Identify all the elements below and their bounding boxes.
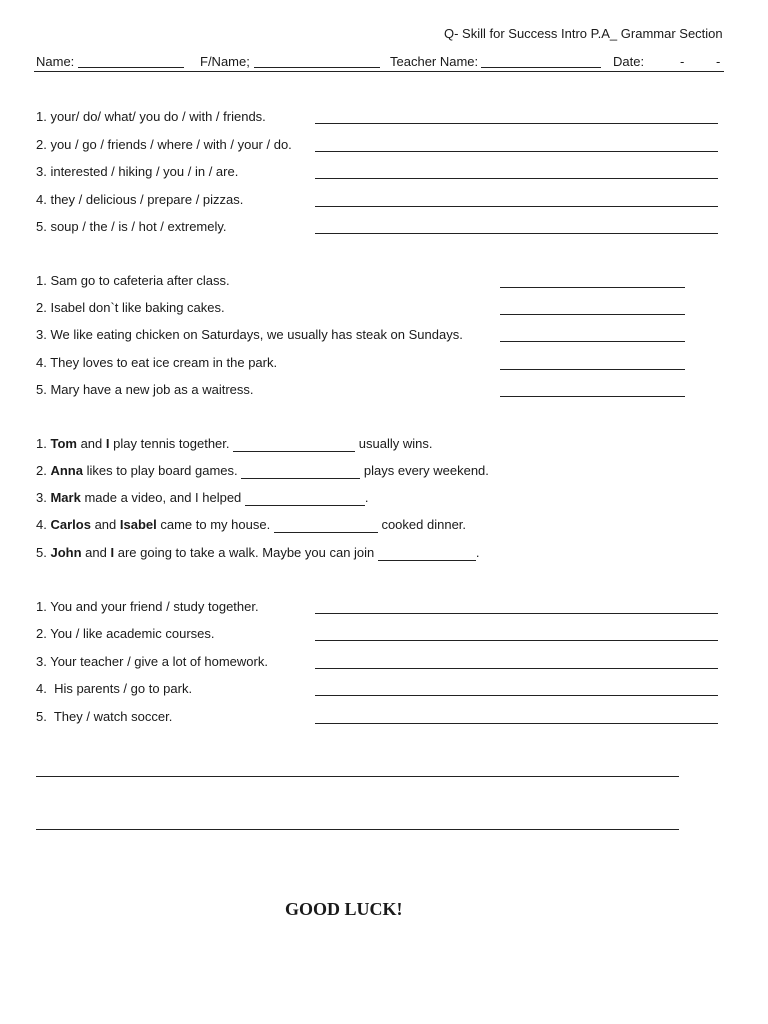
writing-line[interactable] [36,829,679,830]
answer-line[interactable] [315,151,718,152]
list-item: 1. your/ do/ what/ you do / with / friends. [36,109,266,124]
answer-blank[interactable] [233,439,355,452]
list-item: 3. interested / hiking / you / in / are. [36,164,239,179]
teacher-name-field[interactable] [481,67,601,68]
answer-line[interactable] [315,178,718,179]
date-separator: - [716,54,721,69]
answer-line[interactable] [500,314,685,315]
list-item: 1. You and your friend / study together. [36,599,259,614]
list-item: 5. soup / the / is / hot / extremely. [36,219,227,234]
answer-line[interactable] [315,640,718,641]
answer-line[interactable] [500,287,685,288]
answer-line[interactable] [315,206,718,207]
fname-field[interactable] [254,67,380,68]
answer-blank[interactable] [378,548,476,561]
name-label: Name: [36,54,75,69]
answer-line[interactable] [315,123,718,124]
fname-label: F/Name; [200,54,250,69]
list-item: 2. You / like academic courses. [36,626,215,641]
date-label: Date: [613,54,645,69]
answer-line[interactable] [500,396,685,397]
answer-line[interactable] [315,723,718,724]
list-item: 1. Sam go to cafeteria after class. [36,273,230,288]
worksheet-title: Q- Skill for Success Intro P.A_ Grammar Section [444,26,723,41]
answer-blank[interactable] [245,493,365,506]
name-field[interactable] [78,67,184,68]
list-item: 2. you / go / friends / where / with / your / do. [36,137,292,152]
answer-line[interactable] [315,613,718,614]
answer-line[interactable] [315,233,718,234]
list-item: 3. Mark made a video, and I helped . [36,490,369,505]
good-luck-message: GOOD LUCK! [285,899,403,919]
list-item: 5. They / watch soccer. [36,709,173,724]
list-item: 4. His parents / go to park. [36,681,193,696]
date-separator: - [680,54,685,69]
list-item: 4. they / delicious / prepare / pizzas. [36,192,244,207]
answer-blank[interactable] [241,466,360,479]
writing-line[interactable] [36,776,679,777]
list-item: 5. Mary have a new job as a waitress. [36,382,254,397]
list-item: 3. We like eating chicken on Saturdays, we usually has steak on Sundays. [36,327,463,342]
teacher-name-label: Teacher Name: [390,54,479,69]
list-item: 4. Carlos and Isabel came to my house. cooked dinner. [36,517,467,532]
answer-line[interactable] [315,695,718,696]
list-item: 4. They loves to eat ice cream in the park. [36,355,278,370]
list-item: 2. Isabel don`t like baking cakes. [36,300,225,315]
list-item: 5. John and I are going to take a walk. Maybe you can join . [36,545,480,560]
answer-line[interactable] [500,369,685,370]
list-item: 1. Tom and I play tennis together. usually wins. [36,436,433,451]
list-item: 3. Your teacher / give a lot of homework. [36,654,268,669]
answer-blank[interactable] [274,520,378,533]
list-item: 2. Anna likes to play board games. plays every weekend. [36,463,489,478]
answer-line[interactable] [315,668,718,669]
header-divider [34,71,724,72]
answer-line[interactable] [500,341,685,342]
